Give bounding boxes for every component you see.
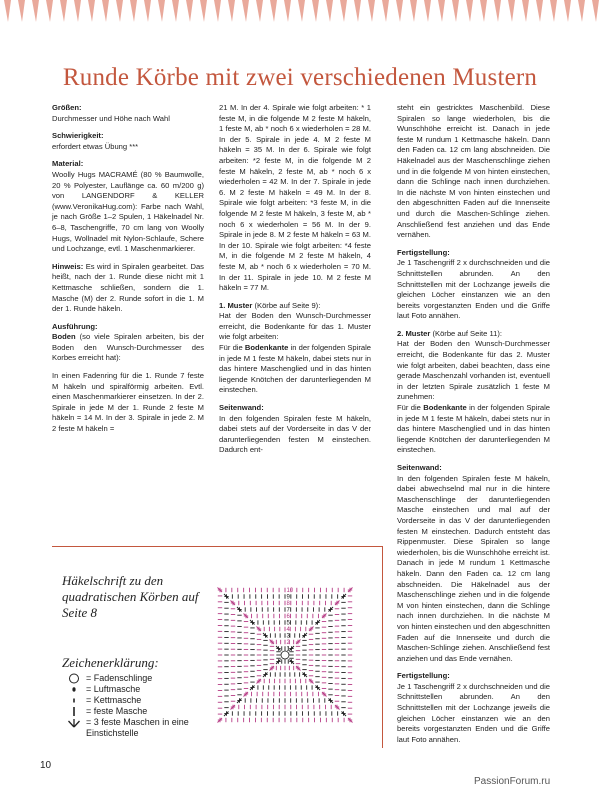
muster2-text2a: Für die bbox=[397, 403, 421, 413]
muster1-text2a: Für die bbox=[219, 343, 243, 353]
spiral-text: 21 M. In der 4. Spirale wie folgt arbeiten: * 1 feste M, in die folgende M 2 feste M häkeln, 1 feste M, ab * noch 6 x wiederholen = 28 M. In der 5. Spirale in jede 4. M 2 feste M häkeln = 35 M. In der 6. Spirale wie folgt arbeiten: *2 feste M, in die folgende M 2 feste M häkeln, 2 feste M, ab * noch 6 x wiederholen = 42 M. In der 7. Spirale in jede 6. M 2 feste M häkeln = 49 M. In der 8. Spirale wie folgt arbeiten: *3 feste M, in die folgende M 2 feste M häkeln, 3 feste M, ab * noch 6 x wiederholen = 56 M. In der 9. Spirale in jede 8. M 2 feste M häkeln = 63 M. In der 10. Spirale wie folgt arbeiten: *4 feste M, in die folgende M 2 feste M häkeln, 4 feste M, ab * noch 6 x wiederholen = 70 M. In der 11. Spirale in jede 10. M 2 feste M häkeln = 77 M. bbox=[219, 103, 371, 293]
muster1-text1: Hat der Boden den Wunsch-Durchmesser erreicht, die Bodenkante für das 1. Muster wie folgt arbeiten: bbox=[219, 311, 371, 342]
chart-box-top-border bbox=[52, 546, 383, 547]
cont-text: steht ein gestricktes Maschenbild. Diese Spiralen so lange wiederholen, bis die Wunschhöhe erreicht ist. Danach in jede feste M rundum 1 Kettmasche häkeln. Dann den Faden ca. 12 cm lang abschneiden. Die Häkelnadel aus der Maschenschlinge ziehen und in die folgende M von hinten einstechen, dann die Schlinge nach innen durchziehen. In die nächste M von hinten einstechen und den abgeschnitten Faden auf die Innenseite und durch die Maschen-Schlinge ziehen. Anschließend fest anziehen und das Ende vernähen. bbox=[397, 103, 550, 240]
legend-row bbox=[62, 673, 202, 684]
muster2-text2b: Bodenkante bbox=[423, 403, 467, 413]
seitenwand2-text: In den folgenden Spiralen feste M häkeln, dabei abwechselnd mal nur in die hintere Maschenschlinge der darunterliegenden Masche einstechen und mal auf der Vorderseite in das V der darunterliegenden festen M einstechen. Dadurch entsteht das Rippenmuster. Diese Spiralen so lange wiederholen, bis die Wunschhöhe erreicht ist. Danach in jede M rundum 1 Kettmasche häkeln. Dann den Faden ca. 12 cm lang abschneiden. Die Häkelnadel aus der Maschenschlinge ziehen und in die folgende M von hinten einstechen, dann die Schlinge nach innen durchziehen. In die nächste M von hinten einstechen und den abgeschnitten Faden auf die Innenseite und durch die Maschen-Schlinge ziehen. Anschließend fest anziehen und das Ende vernähen. bbox=[397, 473, 550, 663]
diagram-row-numbers bbox=[287, 588, 294, 653]
groessen-section bbox=[52, 103, 204, 124]
muster1-text2c: in der folgenden Spirale in jede M 1 feste M häkeln, dabei stets nur in das hintere Maschenglied und in das hinten liegende Knötchen der darunterliegenden M einstechen. bbox=[219, 343, 371, 395]
row-number: 9 bbox=[286, 594, 290, 601]
seitenwand2-label: Seitenwand: bbox=[397, 463, 442, 472]
watermark: PassionForum.ru bbox=[474, 776, 551, 787]
vertical-bar-icon bbox=[62, 706, 86, 717]
page-title: Runde Körbe mit zwei verschiedenen Mustern bbox=[62, 64, 538, 91]
schwierigkeit-text: erfordert etwas Übung *** bbox=[52, 141, 139, 151]
row-number: 6 bbox=[286, 614, 290, 620]
muster2-label: 2. Muster bbox=[397, 328, 431, 338]
ausfuehrung-section bbox=[52, 322, 204, 364]
zigzag-border bbox=[0, 0, 600, 40]
column-2 bbox=[219, 103, 371, 463]
seitenwand-text: In den folgenden Spiralen feste M häkeln, dabei stets auf der Vorderseite in das V der darunterliegenden festen M einstechen. Dadurch ent- bbox=[219, 413, 371, 455]
legend-label: = Luftmasche bbox=[86, 684, 141, 694]
hinweis-section bbox=[52, 262, 204, 315]
row-number: 4 bbox=[286, 627, 290, 633]
legend bbox=[62, 673, 202, 739]
boden-intro: (so viele Spiralen arbeiten, bis der Boden den Wunsch-Durchmesser des Korbes erreicht hat): bbox=[52, 332, 204, 363]
page-number: 10 bbox=[40, 760, 52, 771]
muster1-ref: (Körbe auf Seite 9): bbox=[254, 300, 321, 310]
muster1-label: 1. Muster bbox=[219, 300, 253, 310]
row-number: 3 bbox=[286, 633, 290, 640]
column-3 bbox=[397, 103, 550, 752]
legend-label: = Fadenschlinge bbox=[86, 673, 153, 683]
seitenwand2-section bbox=[397, 463, 550, 664]
row-number: 1 bbox=[286, 646, 290, 653]
legend-row bbox=[62, 717, 202, 739]
fertig2-text: Je 1 Taschengriff 2 x durchschneiden und die Schnittstellen abrunden. An den Schnittstellen mit der Lochzange jeweils die gleichen Löcher einstanzen wie an den bereits vorgestanzten Enden und die Griffe laut Foto annähen. bbox=[397, 681, 550, 744]
row-number: 10 bbox=[286, 588, 294, 594]
groessen-label: Größen: bbox=[52, 103, 82, 112]
fertig2-section bbox=[397, 671, 550, 745]
column-1 bbox=[52, 103, 204, 442]
legend-row bbox=[62, 684, 202, 695]
boden-label: Boden bbox=[52, 332, 76, 342]
circle-icon bbox=[62, 673, 86, 684]
fertig2-label: Fertigstellung: bbox=[397, 671, 450, 681]
legend-label: = 3 feste Maschen in eine Einstichstelle bbox=[86, 717, 189, 738]
fertig1-text: Je 1 Taschengriff 2 x durchschneiden und die Schnittstellen abrunden. An den Schnittstellen mit der Lochzange jeweils die gleichen Löcher einstanzen wie an den bereits vorgestanzten Enden und die Griffe laut Foto annähen. bbox=[397, 258, 550, 321]
seitenwand-label: Seitenwand: bbox=[219, 403, 264, 413]
seitenwand-section bbox=[219, 403, 371, 456]
chart-caption: Häkelschrift zu den quadratischen Körben auf Seite 8 bbox=[62, 573, 199, 620]
fertig1-section bbox=[397, 248, 550, 322]
muster2-text2c: in der folgenden Spirale in jede M 1 feste M häkeln, dabei stets nur in das hintere Maschenglied und in das hinten liegende Knötchen der darunterliegenden M einstechen. bbox=[397, 403, 550, 455]
small-dash-icon bbox=[62, 695, 86, 706]
fan-increase-icon bbox=[62, 717, 86, 728]
boden-text: In einen Fadenring für die 1. Runde 7 feste M häkeln und spiralförmig arbeiten. Evtl. einen Maschenmarkierer einsetzen. In der 2. Spirale in jede M der 1. Runde 2 feste M häkeln = 14 M. In der 3. Spirale in jede 2. M 2 feste M häkeln = bbox=[52, 371, 204, 434]
material-section bbox=[52, 159, 204, 254]
row-number: 7 bbox=[286, 607, 290, 614]
muster1-text2b: Bodenkante bbox=[244, 343, 289, 353]
muster2-text1: Hat der Boden den Wunsch-Durchmesser erreicht, die Bodenkante für das 2. Muster wie folgt arbeiten, dabei beachten, dass eine gerade Maschenzahl vorhanden ist, eventuell in der letzten Spirale zusätzlich 1 feste M zunehmen: bbox=[397, 339, 550, 402]
dot-icon bbox=[62, 684, 86, 695]
crochet-diagram bbox=[210, 560, 360, 740]
legend-row bbox=[62, 695, 202, 706]
schwierigkeit-label: Schwierigkeit: bbox=[52, 131, 104, 141]
material-label: Material: bbox=[52, 159, 84, 169]
fertig1-label: Fertigstellung: bbox=[397, 247, 450, 257]
row-number: 2 bbox=[286, 640, 290, 646]
legend-title: Zeichenerklärung: bbox=[62, 655, 159, 670]
legend-row bbox=[62, 706, 202, 717]
row-number: 5 bbox=[286, 620, 290, 627]
muster2-section bbox=[397, 329, 550, 456]
chart-box-right-border bbox=[382, 546, 383, 748]
row-number: 8 bbox=[286, 601, 290, 607]
ausfuehrung-label: Ausführung: bbox=[52, 321, 98, 331]
schwierigkeit-section bbox=[52, 131, 204, 152]
material-text: Woolly Hugs MACRAMÉ (80 % Baumwolle, 20 % Polyester, Lauflänge ca. 60 m/200 g) von LANGENDORF & KELLER (www.VeronikaHug.com): Farbe nach Wahl, je nach Größe 1–2 Spulen, 1 Häkelnadel Nr. 6–8, Taschengriffe, 70 cm lang von Woolly Hugs, Wollnadel mit Nylon-Schlaufe, Schere und Lochzange, evtl. 1 Maschenmarkierer. bbox=[52, 169, 204, 254]
legend-label: = feste Masche bbox=[86, 706, 148, 716]
hinweis-label: Hinweis: bbox=[52, 261, 84, 271]
muster2-ref: (Körbe auf Seite 11): bbox=[432, 328, 502, 338]
legend-label: = Kettmasche bbox=[86, 695, 142, 705]
hinweis-text: Es wird in Spiralen gearbeitet. Das heißt, nach der 1. Runde diese nicht mit 1 Kettmasche schließen, sondern die 1. Masche (M) der 2. Runde sofort in die 1. M der 1. Runde häkeln. bbox=[52, 261, 204, 314]
groessen-text: Durchmesser und Höhe nach Wahl bbox=[52, 113, 170, 123]
diagram-marks bbox=[218, 588, 353, 723]
muster1-heading bbox=[219, 301, 371, 396]
